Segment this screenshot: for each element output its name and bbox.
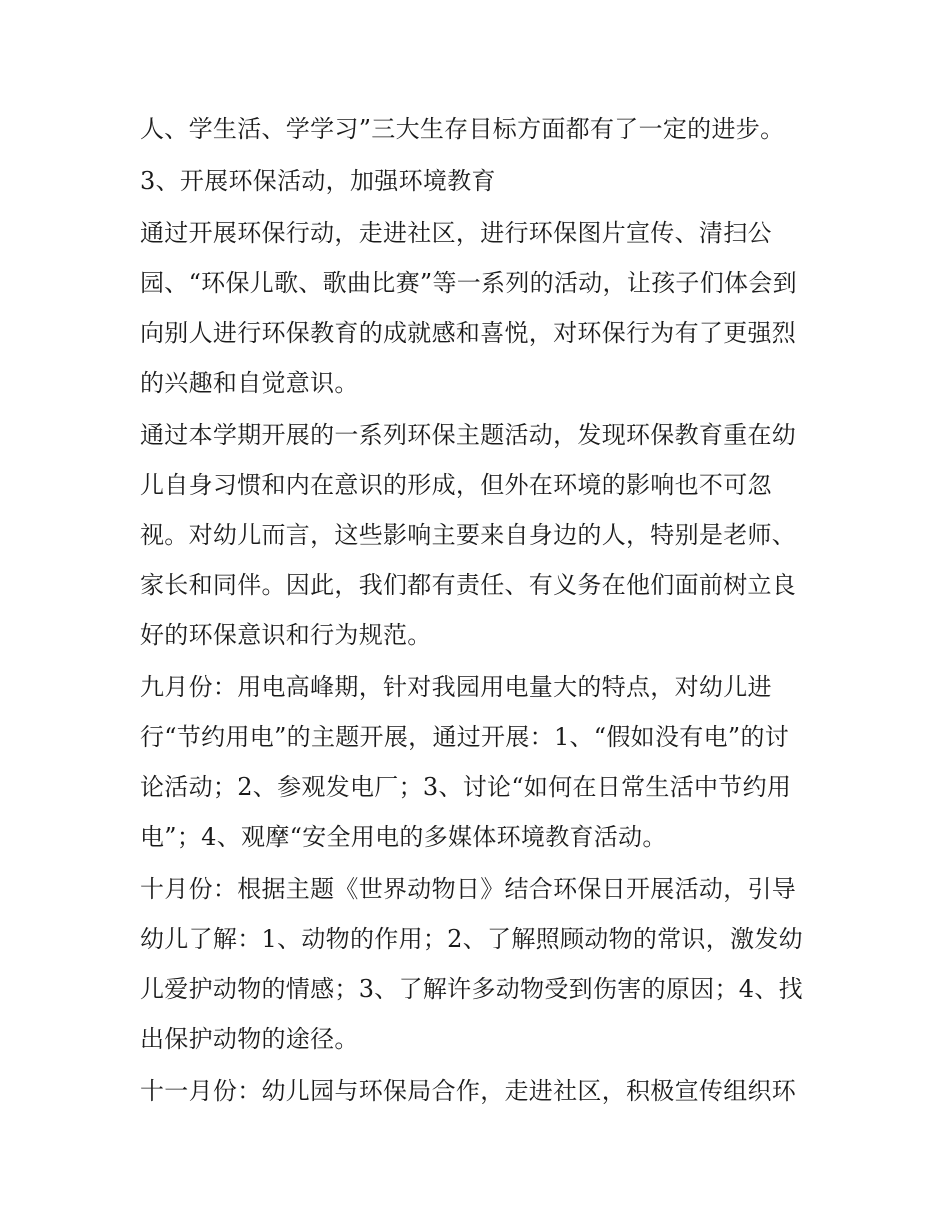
text-line: 儿自身习惯和内在意识的形成，但外在环境的影响也不可忽 (140, 471, 772, 499)
text-line: 幼儿了解：1、动物的作用；2、了解照顾动物的常识，激发幼 (140, 925, 803, 953)
text-line: 园、“环保儿歌、歌曲比赛”等一系列的活动，让孩子们体会到 (140, 269, 797, 297)
text-line: 人、学生活、学学习”三大生存目标方面都有了一定的进步。 (140, 115, 785, 143)
text-line: 十一月份：幼儿园与环保局合作，走进社区，积极宣传组织环 (140, 1077, 797, 1105)
text-line: 的兴趣和自觉意识。 (140, 369, 359, 397)
text-line: 家长和同伴。因此，我们都有责任、有义务在他们面前树立良 (140, 571, 797, 599)
text-line: 出保护动物的途径。 (140, 1025, 359, 1053)
text-line: 电”；4、观摩“安全用电的多媒体环境教育活动。 (140, 823, 667, 851)
text-line: 向别人进行环保教育的成就感和喜悦，对环保行为有了更强烈 (140, 319, 797, 347)
text-line: 九月份：用电高峰期，针对我园用电量大的特点，对幼儿进 (140, 673, 772, 701)
text-line: 儿爱护动物的情感；3、了解许多动物受到伤害的原因；4、找 (140, 975, 803, 1003)
text-line: 视。对幼儿而言，这些影响主要来自身边的人，特别是老师、 (140, 521, 797, 549)
text-line: 好的环保意识和行为规范。 (140, 621, 432, 649)
text-line: 论活动；2、参观发电厂；3、讨论“如何在日常生活中节约用 (140, 773, 792, 801)
section-heading: 3、开展环保活动，加强环境教育 (140, 167, 496, 195)
text-line: 通过开展环保行动，走进社区，进行环保图片宣传、清扫公 (140, 219, 772, 247)
text-line: 行“节约用电”的主题开展，通过开展：1、“假如没有电”的讨 (140, 723, 790, 751)
text-line: 通过本学期开展的一系列环保主题活动，发现环保教育重在幼 (140, 421, 797, 449)
text-line: 十月份：根据主题《世界动物日》结合环保日开展活动，引导 (140, 875, 797, 903)
